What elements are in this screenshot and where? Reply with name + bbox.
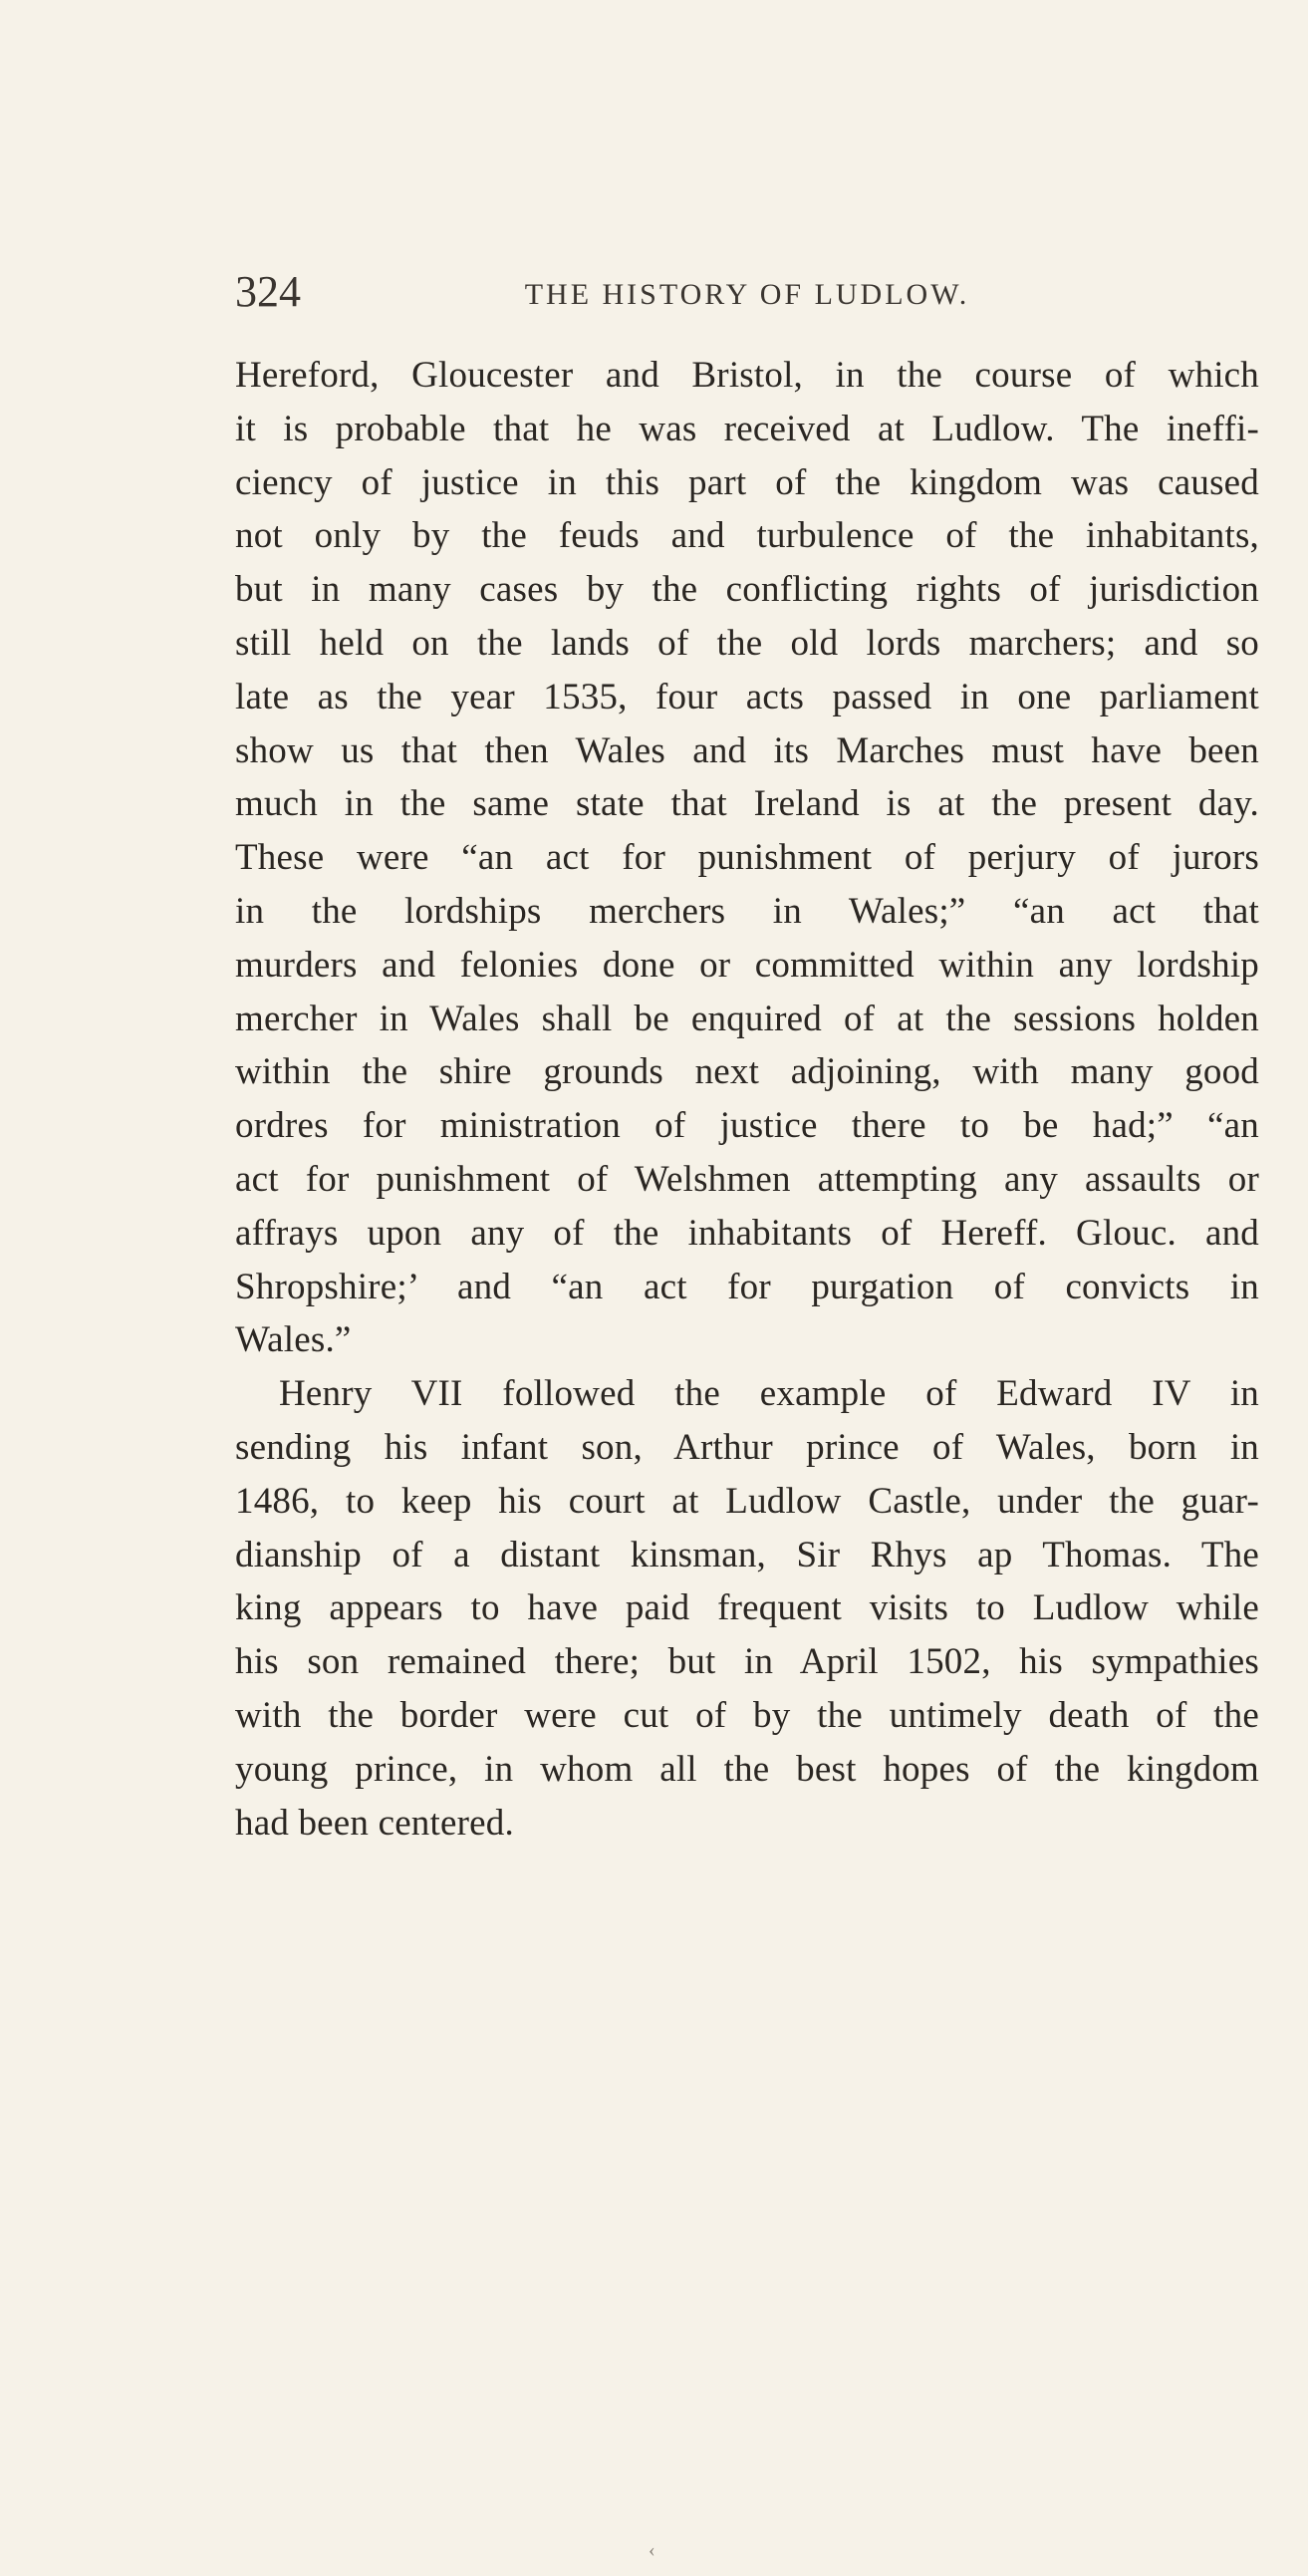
text-line: dianship of a distant kinsman, Sir Rhys ap Thomas. The [235,1534,1259,1575]
text-line: affrays upon any of the inhabitants of Hereff. Glouc. and [235,1212,1259,1254]
running-head: THE HISTORY OF LUDLOW. [524,278,970,311]
text-line: 1486, to keep his court at Ludlow Castle, under the guar- [235,1480,1259,1522]
text-line: with the border were cut of by the untimely death of the [235,1694,1259,1736]
footer-mark: ‹ [649,2539,655,2561]
text-line: not only by the feuds and turbulence of the inhabitants, [235,515,1259,557]
text-line: much in the same state that Ireland is at the present day. [235,783,1259,825]
text-line: within the shire grounds next adjoining, with many good [235,1051,1259,1093]
text-line: young prince, in whom all the best hopes of the kingdom [235,1748,1259,1790]
text-line: Wales.” [235,1319,352,1361]
text-line: act for punishment of Welshmen attempting any assaults or [235,1158,1259,1200]
body-text [235,349,1259,1850]
text-line: sending his infant son, Arthur prince of Wales, born in [235,1426,1259,1468]
text-line: his son remained there; but in April 1502, his sympathies [235,1641,1259,1683]
text-line: Henry VII followed the example of Edward IV in [279,1373,1259,1415]
text-line: ordres for ministration of justice there to be had;” “an [235,1105,1259,1147]
text-line: Hereford, Gloucester and Bristol, in the course of which [235,355,1259,396]
page-number: 324 [235,267,301,316]
text-line: ciency of justice in this part of the kingdom was caused [235,461,1259,503]
text-line: king appears to have paid frequent visits to Ludlow while [235,1587,1259,1629]
text-line: show us that then Wales and its Marches must have been [235,729,1259,771]
text-line: These were “an act for punishment of perjury of jurors [235,837,1259,879]
text-line: late as the year 1535, four acts passed in one parliament [235,676,1259,717]
text-line: in the lordships merchers in Wales;” “an act that [235,890,1259,932]
text-line: had been centered. [235,1802,514,1844]
text-line: murders and felonies done or committed within any lordship [235,944,1259,986]
text-line: but in many cases by the conflicting rights of jurisdiction [235,569,1259,611]
text-line: Shropshire;’ and “an act for purgation of convicts in [235,1266,1259,1307]
text-line: it is probable that he was received at Ludlow. The ineffi- [235,408,1259,449]
text-line: still held on the lands of the old lords marchers; and so [235,622,1259,664]
page-header [235,267,1259,317]
text-line: mercher in Wales shall be enquired of at the sessions holden [235,998,1259,1039]
